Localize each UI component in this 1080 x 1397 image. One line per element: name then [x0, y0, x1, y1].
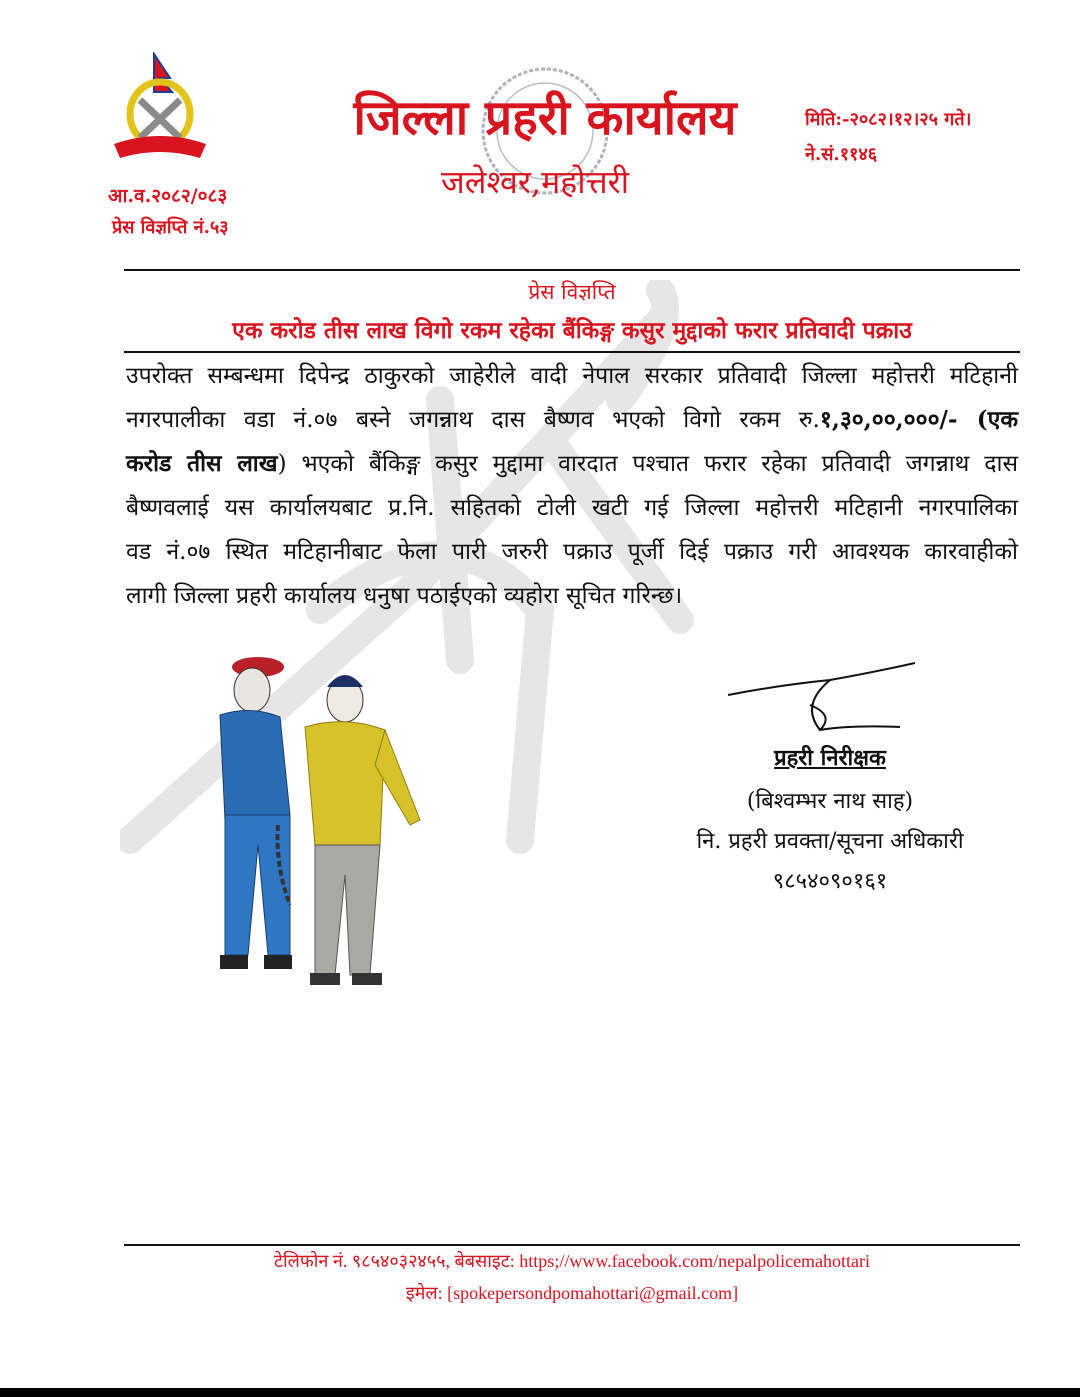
body-line [126, 354, 1018, 398]
fiscal-year: आ.व.२०८२/०८३ [108, 185, 228, 207]
body-text: वड नं.०७ स्थित मटिहानीबाट फेला पारी जरुरी पक्राउ पूर्जी दिई पक्राउ गरी आवश्यक कारवाहीको [126, 539, 1018, 565]
press-release-number: प्रेस विज्ञप्ति नं.५३ [112, 217, 229, 238]
bottom-bar [0, 1388, 1080, 1397]
body-text: ) भएको बैंकिङ्ग कसुर मुद्दामा वारदात पश्चात फरार रहेका प्रतिवादी जगन्नाथ दास [277, 451, 1018, 477]
footer-divider [124, 1244, 1020, 1246]
body-line [126, 398, 1018, 442]
nepal-sambat: ने.सं.११४६ [805, 144, 878, 165]
amount-bold: १,३०,००,०००/- (एक [819, 406, 1018, 433]
office-location: जलेश्वर,महोत्तरी [441, 163, 629, 201]
release-label: प्रेस विज्ञप्ति [528, 280, 616, 304]
date: मिति:-२०८२।१२।२५ गते। [805, 109, 972, 130]
footer-email: इमेल: [spokepersondpomahottari@gmail.com] [405, 1283, 739, 1303]
signatory-designation: प्रहरी निरीक्षक [774, 745, 886, 771]
office-title: जिल्ला प्रहरी कार्यालय [353, 90, 737, 146]
body-text: उपरोक्त सम्बन्धमा दिपेन्द्र ठाकुरको जाहेरीले वादी नेपाल सरकार प्रतिवादी जिल्ला महोत्तरी मटिहानी [126, 363, 1018, 389]
signatory-phone: ९८५४०९०१६१ [772, 869, 888, 894]
release-headline: एक करोड तीस लाख विगो रकम रहेका बैंकिङ्ग कसुर मुद्दाको फरार प्रतिवादी पक्राउ [232, 317, 912, 344]
body-line [126, 442, 1018, 486]
header-divider [124, 269, 1020, 271]
signatory-name: (बिश्वम्भर नाथ साह) [746, 789, 914, 814]
body-text: बैष्णवलाई यस कार्यालयबाट प्र.नि. सहितको टोली खटी गई जिल्ला महोत्तरी मटिहानी नगरपालिका [126, 495, 1018, 521]
arrest-illustration [140, 655, 490, 1000]
signatory-role: नि. प्रहरी प्रवक्ता/सूचना अधिकारी [696, 829, 964, 854]
nepal-police-logo [108, 52, 208, 167]
amount-words-bold: करोड तीस लाख [126, 450, 278, 477]
body-text: नगरपालीका वडा नं.०७ बस्ने जगन्नाथ दास बैष्णव भएको विगो रकम रु. [126, 407, 820, 433]
headline-divider [124, 351, 1020, 353]
signature-scribble [720, 655, 920, 740]
body-line [126, 486, 1018, 530]
footer-contact: टेलिफोन नं. ९८५४०३२४५५, बेबसाइट: https;//www.facebook.com/nepalpolicemahottari [273, 1251, 871, 1271]
body-text: लागी जिल्ला प्रहरी कार्यालय धनुषा पठाईएको व्यहोरा सूचित गरिन्छ। [126, 583, 683, 609]
body-line [126, 530, 1018, 574]
body-line [126, 574, 1018, 618]
